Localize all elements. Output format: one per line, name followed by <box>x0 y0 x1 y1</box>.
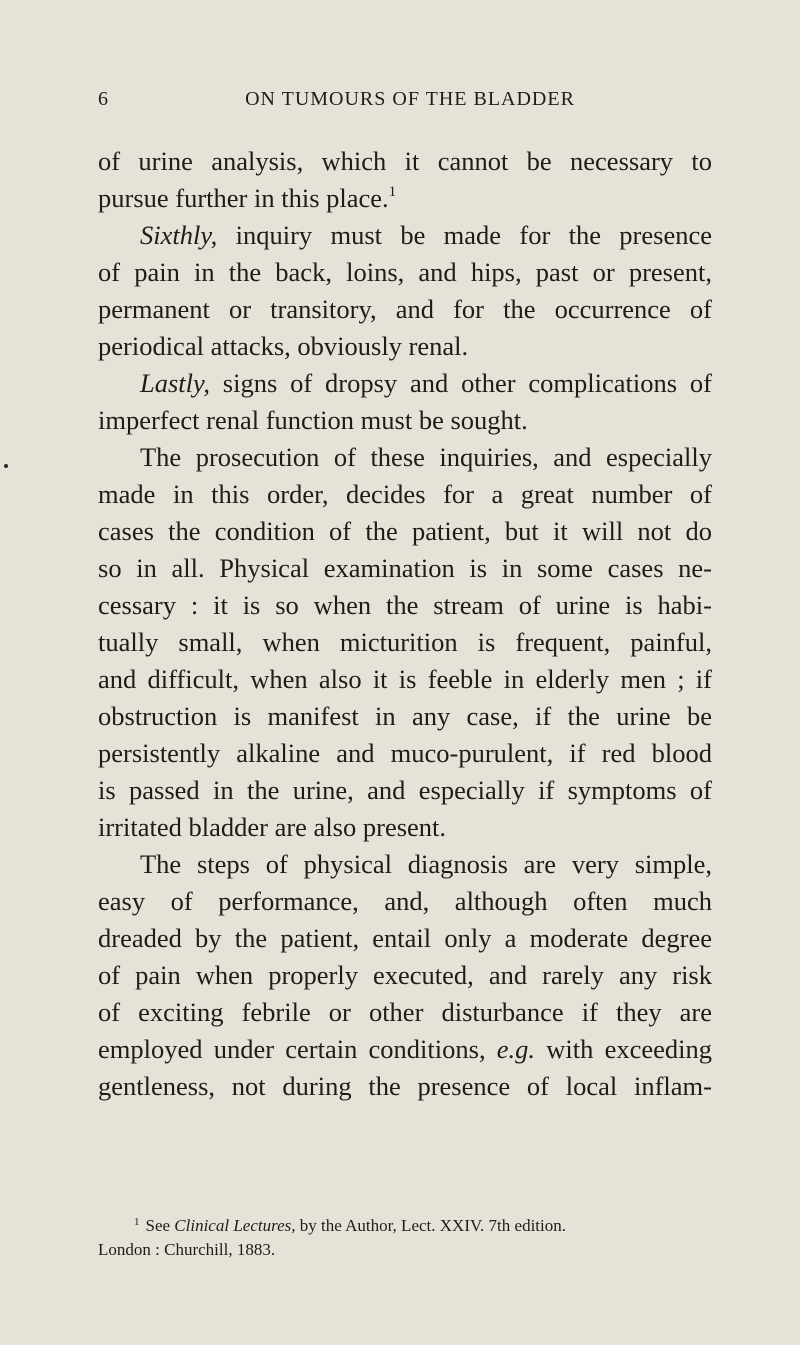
footnote-line: London : Churchill, 1883. <box>98 1240 276 1259</box>
text-span: pursue further in this place. <box>98 183 389 213</box>
running-head <box>98 88 712 116</box>
body-text <box>98 143 712 1105</box>
text-line: is passed in the urine, and especially if symptoms of <box>98 775 712 805</box>
text-line: cessary : it is so when the stream of urine is habi- <box>98 590 712 620</box>
text-span: signs of dropsy and other complications of <box>209 368 712 398</box>
text-line: made in this order, decides for a great number of <box>98 479 712 509</box>
text-line: imperfect renal function must be sought. <box>98 405 528 435</box>
text-line: persistently alkaline and muco-purulent, if red blood <box>98 738 712 768</box>
emphasis: e.g. <box>496 1034 536 1064</box>
text-line: gentleness, not during the presence of local inflam- <box>98 1071 712 1101</box>
emphasis: Lastly, <box>140 368 210 398</box>
text-line: and difficult, when also it is feeble in elderly men ; if <box>98 664 712 694</box>
page-number: 6 <box>98 88 109 110</box>
text-line <box>98 1031 712 1068</box>
text-line: irritated bladder are also present. <box>98 812 447 842</box>
text-line <box>98 365 712 402</box>
emphasis: Sixthly, <box>140 220 218 250</box>
text-line: of urine analysis, which it cannot be necessary to <box>98 146 712 176</box>
text-line: so in all. Physical examination is in some cases ne- <box>98 553 712 583</box>
text-line: of exciting febrile or other disturbance if they are <box>98 997 712 1027</box>
text-line: of pain in the back, loins, and hips, past or present, <box>98 257 712 287</box>
text-line: permanent or transitory, and for the occurrence of <box>98 294 712 324</box>
text-line: cases the condition of the patient, but it will not do <box>98 516 712 546</box>
text-span: by the Author, Lect. XXIV. 7th edition. <box>295 1216 566 1235</box>
text-line <box>98 217 712 254</box>
margin-speck <box>4 464 8 468</box>
text-line: periodical attacks, obviously renal. <box>98 331 469 361</box>
footnote <box>98 1214 712 1262</box>
text-span: employed under certain conditions, <box>98 1034 497 1064</box>
text-span: inquiry must be made for the presence <box>217 220 712 250</box>
footnote-reference: 1 <box>388 184 397 200</box>
text-span: with exceeding <box>535 1034 712 1064</box>
emphasis: Clinical Lectures, <box>174 1216 296 1235</box>
footnote-marker: 1 <box>134 1216 140 1228</box>
text-line: easy of performance, and, although often much <box>98 886 712 916</box>
running-title: ON TUMOURS OF THE BLADDER <box>245 88 575 110</box>
text-line <box>98 180 712 217</box>
text-line: tually small, when micturition is frequent, painful, <box>98 627 712 657</box>
text-span: See <box>145 1216 175 1235</box>
text-line: dreaded by the patient, entail only a moderate degree <box>98 923 712 953</box>
text-line: of pain when properly executed, and rarely any risk <box>98 960 712 990</box>
text-line: obstruction is manifest in any case, if the urine be <box>98 701 712 731</box>
footnote-line <box>98 1214 712 1238</box>
text-line: The prosecution of these inquiries, and especially <box>140 442 712 472</box>
text-line: The steps of physical diagnosis are very simple, <box>140 849 712 879</box>
